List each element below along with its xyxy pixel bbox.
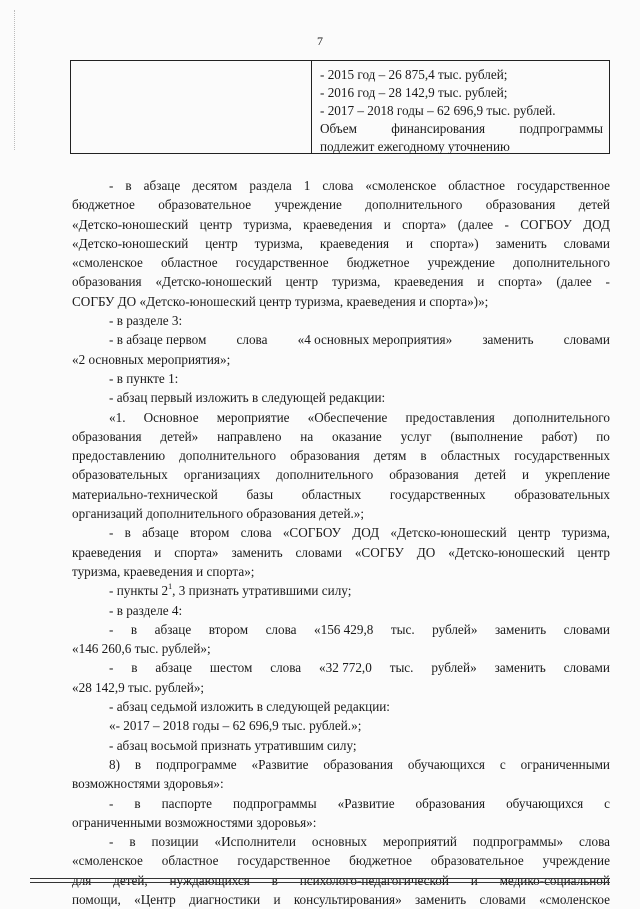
word: - <box>109 621 114 637</box>
body-line: «146 260,6 тыс. рублей»; <box>72 641 211 657</box>
word: абзаце <box>142 525 179 541</box>
word: тыс. <box>389 660 414 676</box>
body-line <box>72 446 610 465</box>
word: словами <box>563 621 610 637</box>
word: заменить <box>231 544 283 560</box>
word: СОГБОУ <box>520 216 572 232</box>
body-line <box>72 871 610 890</box>
body-line: - в разделе 4: <box>109 602 183 618</box>
body-line: «- 2017 – 2018 годы – 62 696,9 тыс. рублей.»; <box>109 718 362 734</box>
word: «32 772,0 <box>319 660 372 676</box>
word: областное <box>161 853 219 869</box>
word: «156 429,8 <box>314 621 374 637</box>
note-word: финансирования <box>391 121 486 136</box>
word: дополнительного <box>512 409 610 425</box>
word: учреждение <box>542 853 610 869</box>
financing-line-2017-2018: - 2017 – 2018 годы – 62 696,9 тыс. рублей. <box>320 103 556 118</box>
body-line <box>72 851 610 870</box>
word: - в абзаце первом <box>109 332 207 348</box>
body-line <box>72 427 610 446</box>
word: детей <box>474 467 507 483</box>
word: предоставлению <box>72 448 166 464</box>
table-value-cell <box>312 61 609 153</box>
word: дополнительного <box>179 448 277 464</box>
word: медико-социальной <box>499 872 610 888</box>
body-line <box>72 253 610 272</box>
word: для <box>72 872 92 888</box>
body-line <box>72 658 610 677</box>
body-line <box>72 581 610 600</box>
word: укрепление <box>545 467 610 483</box>
body-line: - абзац седьмой изложить в следующей редакции: <box>109 699 390 715</box>
word: «Обеспечение <box>307 409 388 425</box>
body-line: организаций дополнительного образования детей.»; <box>72 506 365 522</box>
word: государственное <box>235 255 329 271</box>
word: центр <box>205 235 238 251</box>
word: мероприятие <box>216 409 290 425</box>
financing-note-end: подлежит ежегодному уточнению <box>320 139 510 154</box>
word: государственное <box>237 853 331 869</box>
word: «смоленское <box>72 853 143 869</box>
word: подпрограмме <box>156 756 237 772</box>
word: образования <box>72 428 142 444</box>
word: позиции <box>151 834 199 850</box>
body-line <box>72 794 610 813</box>
word: краеведения <box>72 544 142 560</box>
body-line <box>72 523 610 542</box>
word: детей, <box>113 872 148 888</box>
word: шестом <box>209 660 253 676</box>
word: образовательных <box>72 467 168 483</box>
word: предоставления <box>405 409 495 425</box>
word: и <box>470 872 478 888</box>
word: с <box>499 756 506 772</box>
word: Основное <box>143 409 199 425</box>
text-span: - пункты 2 <box>109 583 169 599</box>
superscript: 1 <box>168 582 173 592</box>
word: заменить <box>494 621 547 637</box>
body-line <box>72 176 610 195</box>
word: в <box>130 621 138 637</box>
financing-line-2015: - 2015 год – 26 875,4 тыс. рублей; <box>320 67 508 82</box>
word: направлено <box>217 428 282 444</box>
word: абзаце <box>155 660 192 676</box>
word: обучающихся <box>506 795 584 811</box>
body-line <box>72 234 610 253</box>
word: организациях <box>183 467 261 483</box>
word: туризма, <box>243 216 292 232</box>
margin-scan-marks <box>14 10 17 150</box>
word: в <box>129 834 136 850</box>
word: втором <box>189 525 230 541</box>
word: десятом <box>192 178 238 193</box>
word: спорта» <box>402 216 447 232</box>
word: абзаце <box>154 621 192 637</box>
word: в <box>124 525 131 541</box>
word: туризма, <box>254 235 303 251</box>
word: на <box>300 428 314 444</box>
word: «смоленское <box>365 178 437 193</box>
body-line <box>72 195 610 214</box>
word: «СОГБОУ <box>282 525 341 541</box>
word: «Центр <box>134 891 176 907</box>
word: втором <box>208 621 249 637</box>
page-number: 7 <box>317 34 323 48</box>
word: заменить <box>482 332 534 348</box>
word: по <box>596 428 610 444</box>
word: консультирования» <box>293 891 402 907</box>
word: образования <box>389 467 459 483</box>
word: рублей» <box>431 660 477 676</box>
footer-rule-top <box>30 878 610 879</box>
body-line: - абзац первый изложить в следующей редакции: <box>109 390 386 406</box>
word: словами <box>479 891 526 907</box>
note-word: Объем <box>320 121 357 136</box>
word: (выполнение <box>450 428 523 444</box>
word: образовательных <box>514 486 610 502</box>
word: областное <box>448 178 505 193</box>
word: спорта» <box>174 544 219 560</box>
word: дополнительного <box>365 197 463 213</box>
word: слова <box>270 660 302 676</box>
word: - <box>504 216 509 232</box>
word: центр <box>285 274 319 290</box>
word: словами <box>563 660 610 676</box>
word: «Детско-юношеский <box>72 216 189 232</box>
word: и <box>406 235 414 251</box>
word: образования <box>290 448 360 464</box>
word: мероприятий <box>382 834 457 850</box>
note-word: подпрограммы <box>519 121 603 136</box>
word: диагностики <box>189 891 261 907</box>
word: - <box>109 660 114 676</box>
word: «смоленское <box>72 255 143 271</box>
word: и <box>477 274 485 290</box>
word: центр <box>199 216 233 232</box>
word: и <box>522 467 530 483</box>
body-line: «28 142,9 тыс. рублей»; <box>72 679 205 695</box>
body-line: - в пункте 1: <box>109 370 179 386</box>
word: и <box>273 891 281 907</box>
word: тыс. <box>390 621 415 637</box>
word: основных <box>311 834 367 850</box>
word: учреждение <box>427 255 495 271</box>
word: с <box>604 795 610 811</box>
word: бюджетное <box>349 853 412 869</box>
text-span: , 3 признать утратившими силу; <box>172 583 352 599</box>
body-line: - абзац восьмой признать утратившим силу; <box>109 737 357 753</box>
word: услуг <box>400 428 432 444</box>
body-line <box>72 832 610 851</box>
word: психолого-педагогической <box>299 872 449 888</box>
word: бюджетное <box>72 197 135 213</box>
word: абзаце <box>143 178 181 193</box>
word: спорта») <box>429 235 479 251</box>
word: образовательное <box>158 197 252 213</box>
word: образования <box>485 197 556 213</box>
body-line <box>72 620 610 639</box>
word: материально-технической <box>72 486 218 502</box>
word: словами <box>295 544 342 560</box>
word: «4 основных мероприятия» <box>297 332 453 348</box>
word: словами <box>563 235 610 251</box>
body-line: - в разделе 3: <box>109 313 183 329</box>
word: детей» <box>160 428 199 444</box>
word: бюджетное <box>346 255 410 271</box>
body-line <box>72 465 610 484</box>
word: обучающихся <box>407 756 485 772</box>
word: и <box>383 216 391 232</box>
word: образования <box>323 756 393 772</box>
body-line <box>72 755 610 774</box>
word: заменить <box>495 235 547 251</box>
word: детям <box>373 448 407 464</box>
word: - <box>109 525 114 541</box>
word: областных <box>301 486 362 502</box>
footer-rule-bottom <box>30 882 610 883</box>
word: государственных <box>514 448 610 464</box>
word: - <box>109 795 114 811</box>
word: оказание <box>332 428 382 444</box>
word: заменить <box>414 891 467 907</box>
word: центр <box>517 525 551 541</box>
body-line: ограниченными возможностями здоровья»: <box>72 814 317 830</box>
word: слова <box>236 332 268 348</box>
word: раздела <box>249 178 292 193</box>
word: ДО <box>416 544 436 560</box>
word: - <box>109 178 114 193</box>
word: ограниченными <box>520 756 610 772</box>
word: слова <box>240 525 272 541</box>
body-line: возможностями здоровья»: <box>72 776 224 792</box>
body-line <box>72 408 610 427</box>
word: заменить <box>494 660 546 676</box>
word: краеведения <box>303 216 373 232</box>
word: образования <box>415 795 486 811</box>
word: образовательное <box>430 853 524 869</box>
body-line: СОГБУ ДО «Детско-юношеский центр туризма, краеведения и спорта»)»; <box>72 293 489 309</box>
word: помощи, <box>72 891 121 907</box>
word: в <box>420 448 427 464</box>
word: дополнительного <box>276 467 374 483</box>
word: паспорте <box>161 795 213 811</box>
body-line <box>72 890 610 909</box>
word: государственное <box>516 178 610 193</box>
word: государственных <box>389 486 486 502</box>
word: (далее <box>556 274 592 290</box>
financing-table <box>70 60 610 154</box>
word: словами <box>563 332 610 348</box>
word: в <box>134 756 142 772</box>
body-line <box>72 330 610 349</box>
word: «смоленское <box>539 891 610 907</box>
word: краеведения <box>394 274 464 290</box>
body-line <box>72 543 610 562</box>
financing-note-line <box>320 120 603 138</box>
word: подпрограммы» <box>472 834 564 850</box>
word: «СОГБУ <box>354 544 404 560</box>
document-body <box>72 176 610 909</box>
word: учреждение <box>274 197 342 213</box>
word: подпрограммы <box>233 795 317 811</box>
body-line: «2 основных мероприятия»; <box>72 351 231 367</box>
word: «Детско-юношеский <box>72 235 189 251</box>
body-line <box>72 272 610 291</box>
financing-line-2016: - 2016 год – 28 142,9 тыс. рублей; <box>320 85 508 100</box>
word: в <box>271 872 278 888</box>
word: - <box>109 834 114 850</box>
word: «Детско-юношеский <box>155 274 272 290</box>
word: дополнительного <box>512 255 610 271</box>
word: областных <box>440 448 501 464</box>
word: центр <box>577 544 610 560</box>
word: 8) <box>109 756 120 772</box>
word: «1. <box>109 409 126 425</box>
word: «Детско-юношеский <box>390 525 507 541</box>
word: краеведения <box>319 235 390 251</box>
word: детей <box>578 197 610 213</box>
word: спорта» <box>498 274 543 290</box>
word: слова <box>579 834 610 850</box>
body-line <box>72 485 610 504</box>
word: слова <box>322 178 354 193</box>
word: «Детско-юношеский <box>448 544 565 560</box>
word: «Развитие <box>337 795 395 811</box>
body-line: туризма, краеведения и спорта»; <box>72 563 255 579</box>
word: базы <box>246 486 274 502</box>
word: 1 <box>303 178 311 193</box>
word: и <box>154 544 162 560</box>
word: «Развитие <box>251 756 309 772</box>
word: туризма, <box>331 274 381 290</box>
word: - <box>605 274 610 290</box>
word: образования <box>72 274 142 290</box>
word: в <box>134 795 141 811</box>
word: (далее <box>457 216 494 232</box>
word: ДОД <box>583 216 610 232</box>
word: туризма, <box>561 525 610 541</box>
word: работ) <box>541 428 578 444</box>
word: в <box>131 660 138 676</box>
body-line <box>72 215 610 234</box>
word: областное <box>160 255 218 271</box>
word: нуждающихся <box>169 872 250 888</box>
word: рублей» <box>432 621 478 637</box>
word: в <box>125 178 132 193</box>
word: слова <box>265 621 297 637</box>
word: «Исполнители <box>214 834 296 850</box>
table-label-cell <box>71 61 312 153</box>
word: ДОД <box>352 525 380 541</box>
